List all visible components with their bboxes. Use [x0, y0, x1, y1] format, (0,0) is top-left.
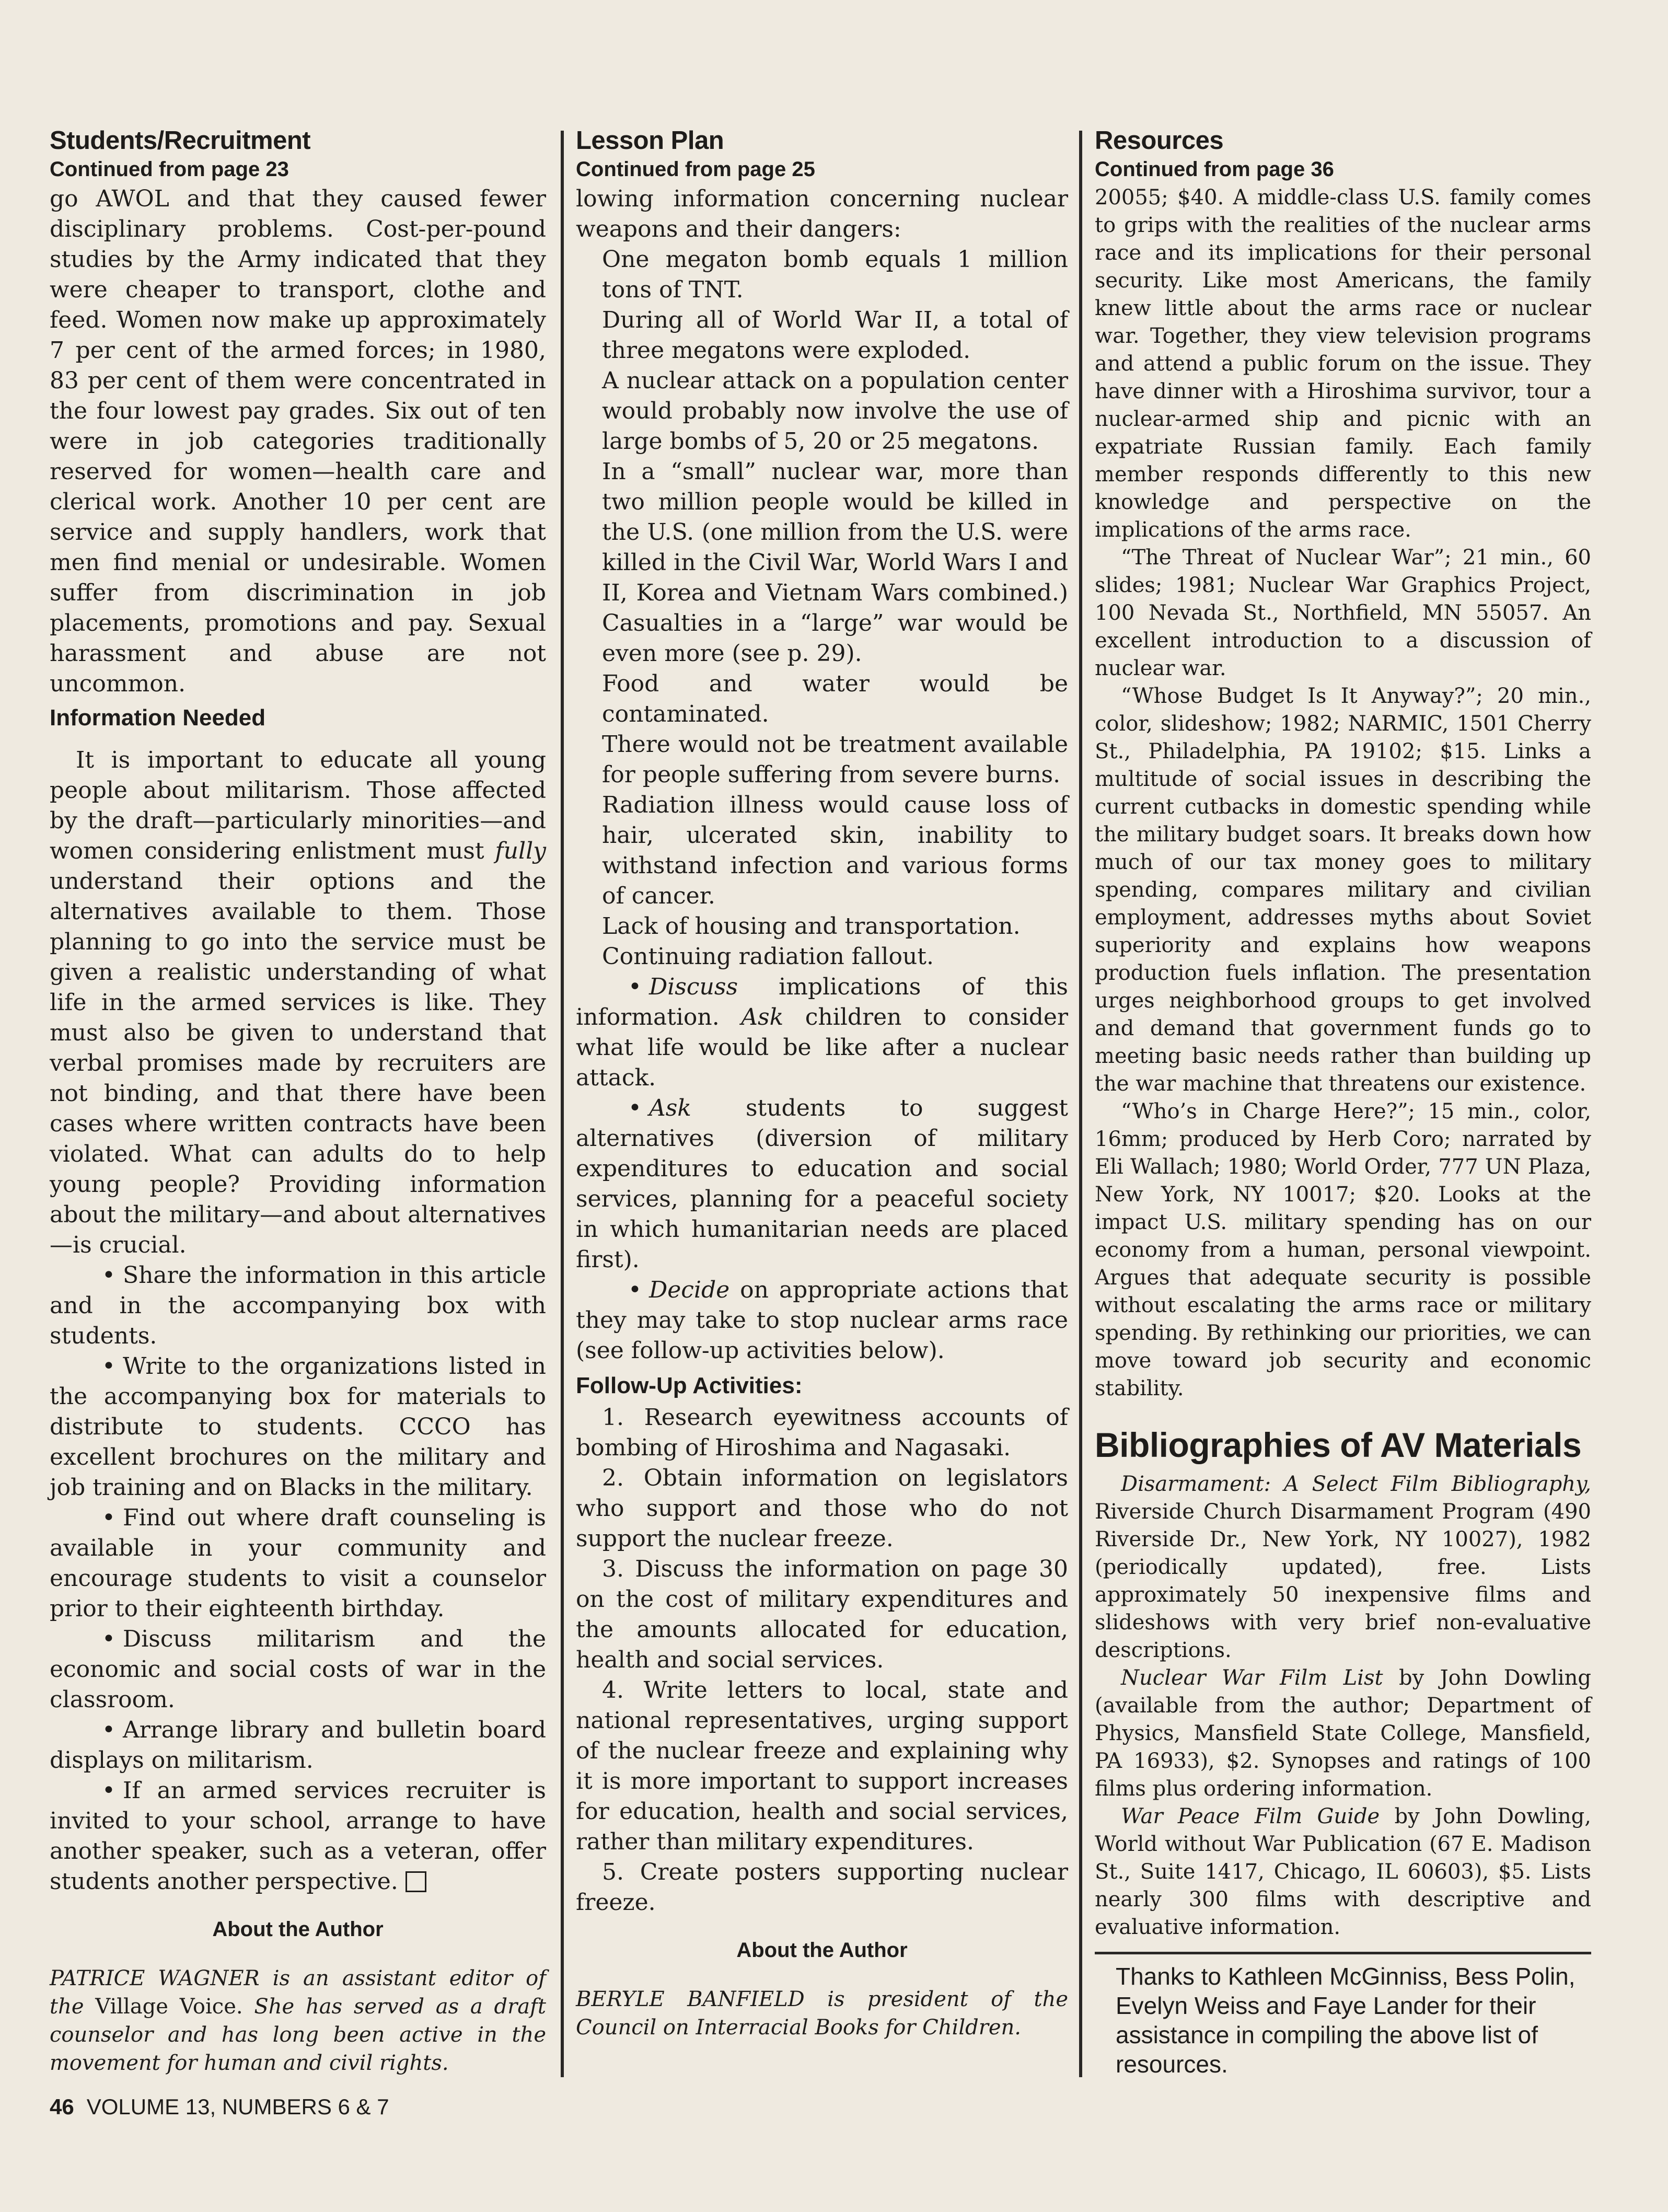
column-students-recruitment	[50, 125, 546, 2087]
bullet-item: • Arrange library and bulletin board displays on militarism.	[50, 1717, 546, 1774]
section-title: Students/Recruitment	[50, 126, 311, 155]
resource-entry: “The Threat of Nuclear War”; 21 min., 60 slides; 1981; Nuclear War Graphics Project, 100 Nevada St., Northfield, MN 55057. An excellent introduction to a discussion of nuclear war.	[1095, 546, 1591, 680]
resource-entry: “Who’s in Charge Here?”; 15 min., color, 16mm; produced by Herb Coro; narrated by Eli Wallach; 1980; World Order, 777 UN Plaza, New York, NY 10017; $20. Looks at the impact U.S. military spending has on our economy from a human, personal viewpoint. Argues that adequate security is possible without escalating the arms race or military spending. By rethinking our priorities, we can move toward job security and economic stability.	[1095, 1099, 1591, 1400]
column-divider	[561, 131, 564, 2077]
subheading: Information Needed	[50, 705, 266, 731]
bullet-item: • Decide on appropriate actions that they may take to stop nuclear arms race (see follow-up activities below).	[576, 1277, 1068, 1364]
fact-item: Lack of housing and transportation.	[602, 913, 1021, 940]
fact-item: Continuing radiation fallout.	[602, 943, 934, 970]
followup-item: 2. Obtain information on legislators who support and those who do not support the nuclear freeze.	[576, 1465, 1068, 1552]
column-divider	[1079, 131, 1082, 2077]
author-heading: About the Author	[736, 1939, 908, 1962]
fact-item: In a “small” nuclear war, more than two million people would be killed in the U.S. (one million from the U.S. were killed in the Civil War, World Wars I and II, Korea and Vietnam Wars combined.) Casualties in a “large” war would be even more (see p. 29).	[602, 458, 1068, 667]
bibliography-entry: War Peace Film Guide by John Dowling, World without War Publication (67 E. Madison St., Suite 1417, Chicago, IL 60603), $5. Lists nearly 300 films with descriptive and evaluative information.	[1095, 1804, 1592, 1939]
page-number: 46	[50, 2094, 74, 2119]
end-mark-icon	[406, 1871, 426, 1892]
bullet-item: • Discuss militarism and the economic and social costs of war in the classroom.	[50, 1626, 546, 1713]
paragraph: lowing information concerning nuclear weapons and their dangers:	[576, 186, 1068, 242]
column-resources	[1095, 125, 1591, 2087]
resource-entry: 20055; $40. A middle-class U.S. family comes to grips with the realities of the nuclear arms race and its implications for their personal security. Like most Americans, the family knew little about the arms race or nuclear war. Together, they view television programs and attend a public forum on the issue. They have dinner with a Hiroshima survivor, tour a nuclear-armed ship and picnic with an expatriate Russian family. Each family member responds differently to this new knowledge and perspective on the implications of the arms race.	[1095, 186, 1591, 542]
issue-info: VOLUME 13, NUMBERS 6 & 7	[86, 2094, 389, 2119]
fact-item: There would not be treatment available for people suffering from severe burns.	[602, 731, 1068, 788]
bullet-item: • Share the information in this article and in the accompanying box with students.	[50, 1262, 546, 1349]
bibliography-entry: Disarmament: A Select Film Bibliography, Riverside Church Disarmament Program (490 Riverside Dr., New York, NY 10027), 1982 (periodically updated), free. Lists approximately 50 inexpensive films and slideshows with very brief non-evaluative descriptions.	[1095, 1472, 1591, 1662]
thanks-box	[1095, 1952, 1591, 2079]
bullet-item: • Write to the organizations listed in the accompanying box for materials to distribute to students. CCCO has excellent brochures on the military and job training and on Blacks in the military.	[50, 1353, 546, 1501]
resource-entry: “Whose Budget Is It Anyway?”; 20 min., color, slideshow; 1982; NARMIC, 1501 Cherry St., Philadelphia, PA 19102; $15. Links a multitude of social issues in describing the current cutbacks in domestic spending while the military budget soars. It breaks down how much of our tax money goes to military spending, compares military and civilian employment, addresses myths about Soviet superiority and explains how weapons production fuels inflation. The presentation urges neighborhood groups to get involved and demand that government funds go to meeting basic needs rather than building up the war machine that threatens our existence.	[1095, 684, 1591, 1096]
continued-note: Continued from page 23	[50, 158, 289, 181]
fact-item: During all of World War II, a total of three megatons were exploded.	[602, 307, 1068, 364]
author-bio: BERYLE BANFIELD is president of the Council on Interracial Books for Children.	[576, 1987, 1068, 2040]
column-lesson-plan	[576, 125, 1068, 2087]
bullet-item: • Discuss implications of this information. Ask children to consider what life would be like after a nuclear attack.	[576, 974, 1068, 1091]
continued-note: Continued from page 25	[576, 158, 815, 181]
section-title: Lesson Plan	[576, 126, 724, 155]
bullet-item: • If an armed services recruiter is invited to your school, arrange to have another speaker, such as a veteran, offer students another perspective.	[50, 1777, 546, 1895]
followup-item: 4. Write letters to local, state and national representatives, urging support of the nuclear freeze and explaining why it is more important to support increases for education, health and social services, rather than military expenditures.	[576, 1677, 1068, 1855]
fact-item: A nuclear attack on a population center would probably now involve the use of large bombs of 5, 20 or 25 megatons.	[602, 367, 1068, 455]
fact-item: Radiation illness would cause loss of hair, ulcerated skin, inability to withstand infection and various forms of cancer.	[602, 792, 1068, 909]
bibliography-heading: Bibliographies of AV Materials	[1095, 1426, 1582, 1464]
section-title: Resources	[1095, 126, 1224, 155]
fact-item: Food and water would be contaminated.	[602, 670, 1068, 727]
bibliography-entry: Nuclear War Film List by John Dowling (available from the author; Department of Physics, Mansfield State College, Mansfield, PA 16933), $2. Synopses and ratings of 100 films plus ordering information.	[1095, 1666, 1591, 1801]
paragraph: It is important to educate all young people about militarism. Those affected by the draft—particularly minorities—and women considering enlistment must fully understand their options and the alternatives available to them. Those planning to go into the service must be given a realistic understanding of what life in the armed services is like. They must also be given to understand that verbal promises made by recruiters are not binding, and that there have been cases where written contracts have been violated. What can adults do to help young people? Providing information about the military—and about alternatives—is crucial.	[50, 747, 546, 1258]
thanks-note: Thanks to Kathleen McGinniss, Bess Polin, Evelyn Weiss and Faye Lander for their assistance in compiling the above list of resources.	[1116, 1963, 1576, 2078]
fact-item: One megaton bomb equals 1 million tons of TNT.	[602, 246, 1068, 303]
author-bio: PATRICE WAGNER is an assistant editor of the Village Voice. She has served as a draft counselor and has long been active in the movement for human and civil rights.	[50, 1966, 546, 2075]
page-footer	[50, 2094, 389, 2120]
followup-item: 1. Research eyewitness accounts of bombing of Hiroshima and Nagasaki.	[576, 1404, 1068, 1461]
followup-item: 5. Create posters supporting nuclear freeze.	[576, 1859, 1068, 1916]
continued-note: Continued from page 36	[1095, 158, 1334, 181]
bullet-item: • Ask students to suggest alternatives (diversion of military expenditures to education and social services, planning for a peaceful society in which humanitarian needs are placed first).	[576, 1095, 1068, 1273]
followup-item: 3. Discuss the information on page 30 on the cost of military expenditures and the amounts allocated for education, health and social services.	[576, 1556, 1068, 1673]
author-heading: About the Author	[212, 1918, 384, 1941]
subheading: Follow-Up Activities:	[576, 1373, 803, 1398]
paragraph: go AWOL and that they caused fewer disciplinary problems. Cost-per-pound studies by the Army indicated that they were cheaper to transport, clothe and feed. Women now make up approximately 7 per cent of the armed forces; in 1980, 83 per cent of them were concentrated in the four lowest pay grades. Six out of ten were in job categories traditionally reserved for women—health care and clerical work. Another 10 per cent are service and supply handlers, work that men find menial or undesirable. Women suffer from discrimination in job placements, promotions and pay. Sexual harassment and abuse are not uncommon.	[50, 186, 546, 697]
bullet-item: • Find out where draft counseling is available in your community and encourage students to visit a counselor prior to their eighteenth birthday.	[50, 1504, 546, 1622]
